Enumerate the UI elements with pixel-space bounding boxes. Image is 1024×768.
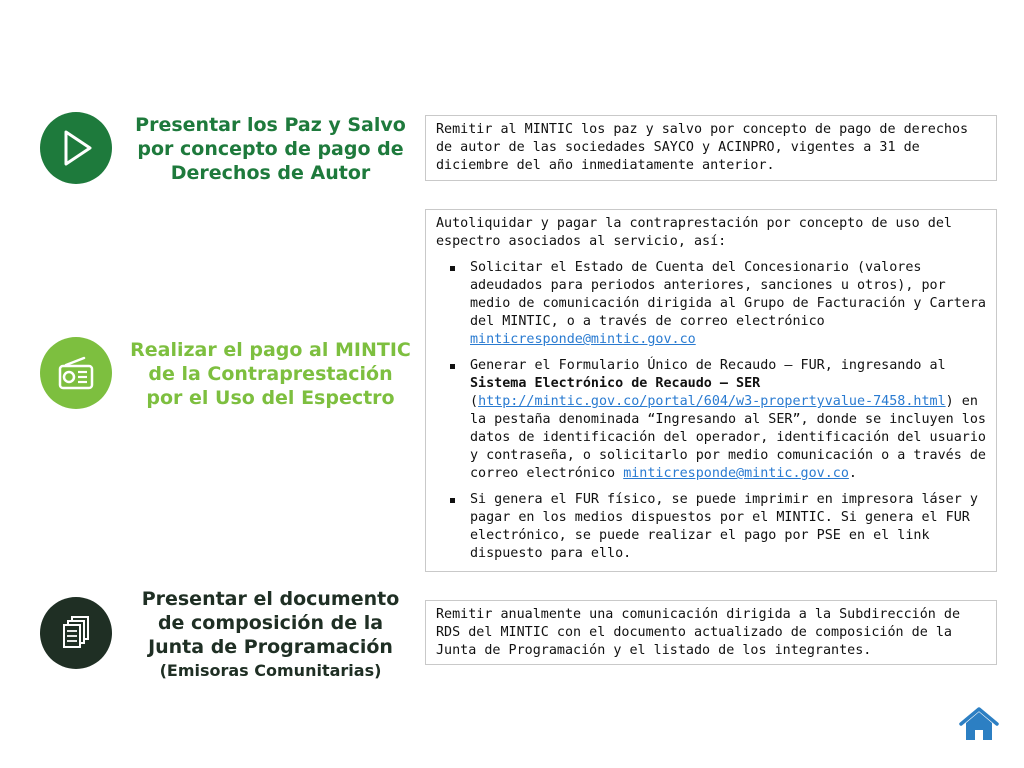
list-item <box>470 259 986 349</box>
documents-icon <box>54 611 98 655</box>
section2-bullet-list <box>436 259 986 563</box>
bullet2-paren-open: ( <box>470 394 479 409</box>
section1-text-box <box>425 115 997 181</box>
ser-url-link[interactable]: http://mintic.gov.co/portal/604/w3-propertyvalue-7458.html <box>478 394 946 409</box>
section2-icon-circle <box>40 337 112 409</box>
section3-subtitle: (Emisoras Comunitarias) <box>159 661 382 680</box>
section1-text: Remitir al MINTIC los paz y salvo por concepto de pago de derechos de autor de las sociedades SAYCO y ACINPRO, vigentes a 31 de diciembre del año inmediatamente anterior. <box>436 122 969 173</box>
play-icon <box>54 126 98 170</box>
bullet3-text: Si genera el FUR físico, se puede imprimir en impresora láser y pagar en los medios dispuestos por el MINTIC. Si genera el FUR electrónico, se puede realizar el pago por PSE en el link dispuesto para ello. <box>470 492 978 561</box>
list-item <box>470 357 986 483</box>
section3-title-text: Presentar el documento de composición de la Junta de Programación <box>141 588 400 658</box>
email-link[interactable]: minticresponde@mintic.gov.co <box>470 332 696 347</box>
section2-intro: Autoliquidar y pagar la contraprestación por concepto de uso del espectro asociados al servicio, así: <box>436 216 952 249</box>
radio-icon <box>54 351 98 395</box>
section3-title <box>128 587 413 683</box>
section2-title: Realizar el pago al MINTIC de la Contraprestación por el Uso del Espectro <box>130 339 411 409</box>
section2-text-box <box>425 209 997 572</box>
home-button[interactable] <box>958 706 1000 742</box>
section1-title: Presentar los Paz y Salvo por concepto de pago de Derechos de Autor <box>135 114 406 184</box>
bullet2-bold: Sistema Electrónico de Recaudo – SER <box>470 376 761 391</box>
bullet1-text: Solicitar el Estado de Cuenta del Concesionario (valores adeudados para periodos anteriores, sanciones u otros), por medio de comunicación dirigida al Grupo de Facturación y Cartera del MINTIC, o a través de correo electrónico <box>470 260 986 329</box>
section3-text: Remitir anualmente una comunicación dirigida a la Subdirección de RDS del MINTIC con el documento actualizado de composición de la Junta de Programación y el listado de los integrantes. <box>436 607 961 658</box>
bullet2-text-b: ) en la pestaña denominada “Ingresando al SER”, donde se incluyen los datos de identificación del operador, identificación del usuario y contraseña, o solicitarlo por medio comunicación o a través de correo electrónico <box>470 394 986 481</box>
section1-icon-circle <box>40 112 112 184</box>
bullet2-end: . <box>848 466 857 481</box>
email-link[interactable]: minticresponde@mintic.gov.co <box>623 466 849 481</box>
list-item <box>470 491 986 563</box>
bullet2-text-a: Generar el Formulario Único de Recaudo – FUR, ingresando al <box>470 358 946 373</box>
section3-icon-circle <box>40 597 112 669</box>
section3-text-box <box>425 600 997 665</box>
home-icon <box>958 706 1000 742</box>
